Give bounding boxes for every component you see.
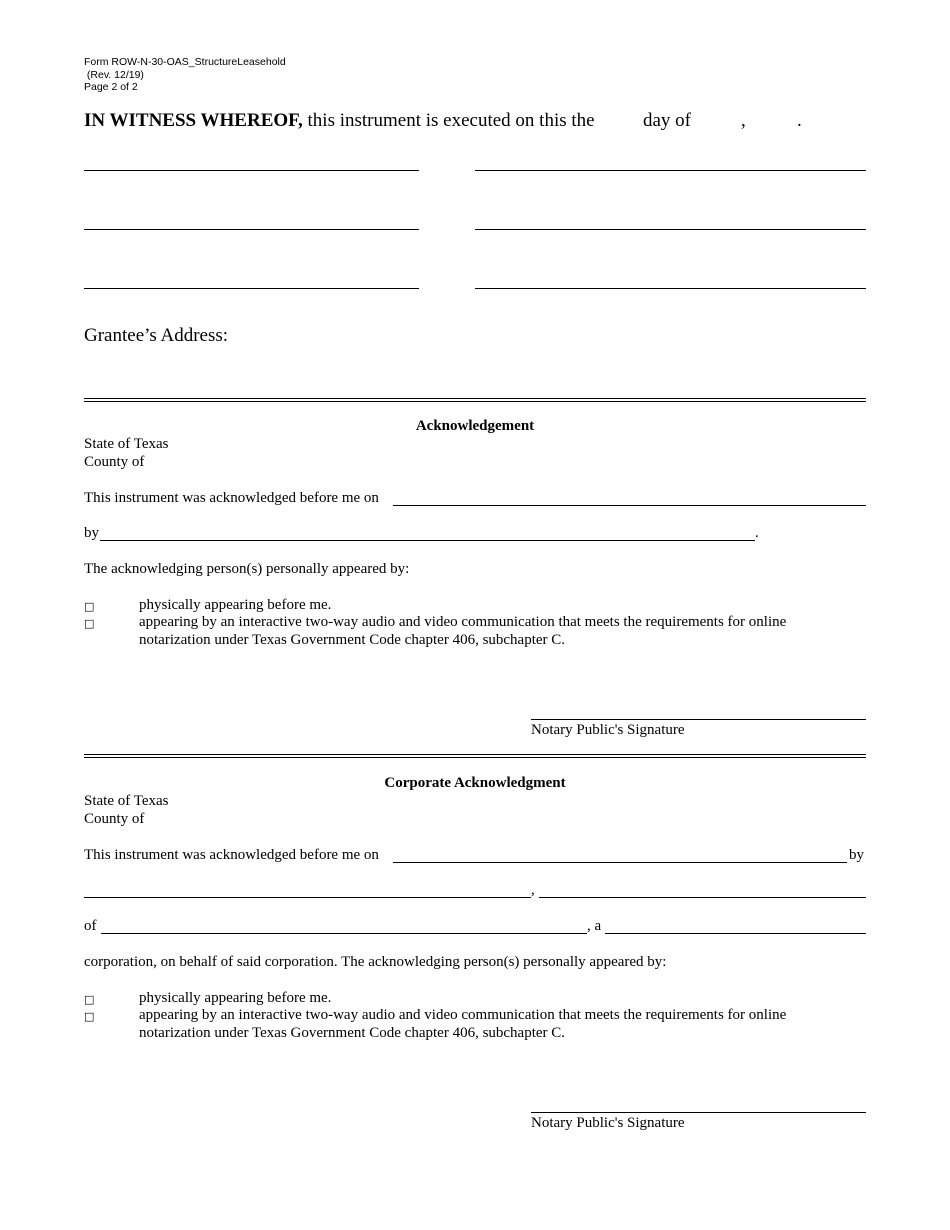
corp-company-line[interactable]: [101, 933, 587, 934]
ack-notary-label: Notary Public's Signature: [531, 722, 685, 738]
ack-by-label: by: [84, 525, 99, 541]
corp-option-physical: physically appearing before me.: [139, 990, 332, 1006]
ack-before-me-text: This instrument was acknowledged before me on: [84, 490, 379, 506]
corp-option-online-line2: notarization under Texas Government Code chapter 406, subchapter C.: [139, 1025, 566, 1041]
signature-line-left-2[interactable]: [84, 229, 419, 230]
corp-state-of-incorporation-line[interactable]: [605, 933, 866, 934]
signature-line-right-2[interactable]: [475, 229, 866, 230]
witness-text: this instrument is executed on this the: [307, 110, 595, 131]
section-divider-1: [84, 398, 866, 402]
corp-of-label: of: [84, 918, 97, 934]
grantee-address-label: Grantee’s Address:: [84, 325, 229, 346]
corp-by-label: by: [849, 847, 864, 863]
corp-behalf-text: corporation, on behalf of said corporation. The acknowledging person(s) personally appeared by:: [84, 954, 667, 970]
witness-comma: ,: [741, 110, 746, 131]
corp-notary-signature-line[interactable]: [531, 1112, 866, 1113]
ack-by-line[interactable]: [100, 540, 755, 541]
corp-county: County of: [84, 811, 145, 827]
page-number: Page 2 of 2: [84, 81, 138, 93]
corp-state: State of Texas: [84, 793, 169, 809]
corp-title-line[interactable]: [539, 897, 866, 898]
ack-option-physical: physically appearing before me.: [139, 597, 332, 613]
signature-line-left-1[interactable]: [84, 170, 419, 171]
witness-statement: [84, 110, 595, 132]
section-divider-2: [84, 754, 866, 758]
corp-notary-label: Notary Public's Signature: [531, 1115, 685, 1131]
form-header: [84, 56, 286, 94]
corp-checkbox-physical[interactable]: □: [84, 993, 95, 1006]
ack-appeared-text: The acknowledging person(s) personally appeared by:: [84, 561, 410, 577]
form-number: Form ROW-N-30-OAS_StructureLeasehold: [84, 56, 286, 68]
corp-date-line[interactable]: [393, 862, 847, 863]
ack-checkbox-online[interactable]: □: [84, 617, 95, 630]
ack-option-online-line2: notarization under Texas Government Code chapter 406, subchapter C.: [139, 632, 566, 648]
witness-bold: IN WITNESS WHEREOF,: [84, 110, 303, 131]
signature-line-right-1[interactable]: [475, 170, 866, 171]
witness-day-of: day of: [643, 110, 692, 131]
ack-option-online-line1: appearing by an interactive two-way audio and video communication that meets the requirements for online: [139, 614, 787, 630]
signature-line-right-3[interactable]: [475, 288, 866, 289]
corp-a-label: , a: [587, 918, 602, 934]
acknowledgement-title: Acknowledgement: [415, 418, 535, 434]
signature-line-left-3[interactable]: [84, 288, 419, 289]
ack-state: State of Texas: [84, 436, 169, 452]
corporate-ack-title: Corporate Acknowledgment: [384, 775, 566, 791]
corp-name-comma: ,: [531, 882, 535, 898]
ack-notary-signature-line[interactable]: [531, 719, 866, 720]
corp-name-line[interactable]: [84, 897, 531, 898]
ack-checkbox-physical[interactable]: □: [84, 600, 95, 613]
ack-date-line[interactable]: [393, 505, 866, 506]
witness-period: .: [797, 110, 802, 131]
corp-checkbox-online[interactable]: □: [84, 1010, 95, 1023]
ack-county: County of: [84, 454, 145, 470]
corp-option-online-line1: appearing by an interactive two-way audio and video communication that meets the requirements for online: [139, 1007, 787, 1023]
form-revision: (Rev. 12/19): [84, 68, 144, 81]
corp-before-me-text: This instrument was acknowledged before me on: [84, 847, 379, 863]
ack-by-period: .: [755, 525, 759, 541]
